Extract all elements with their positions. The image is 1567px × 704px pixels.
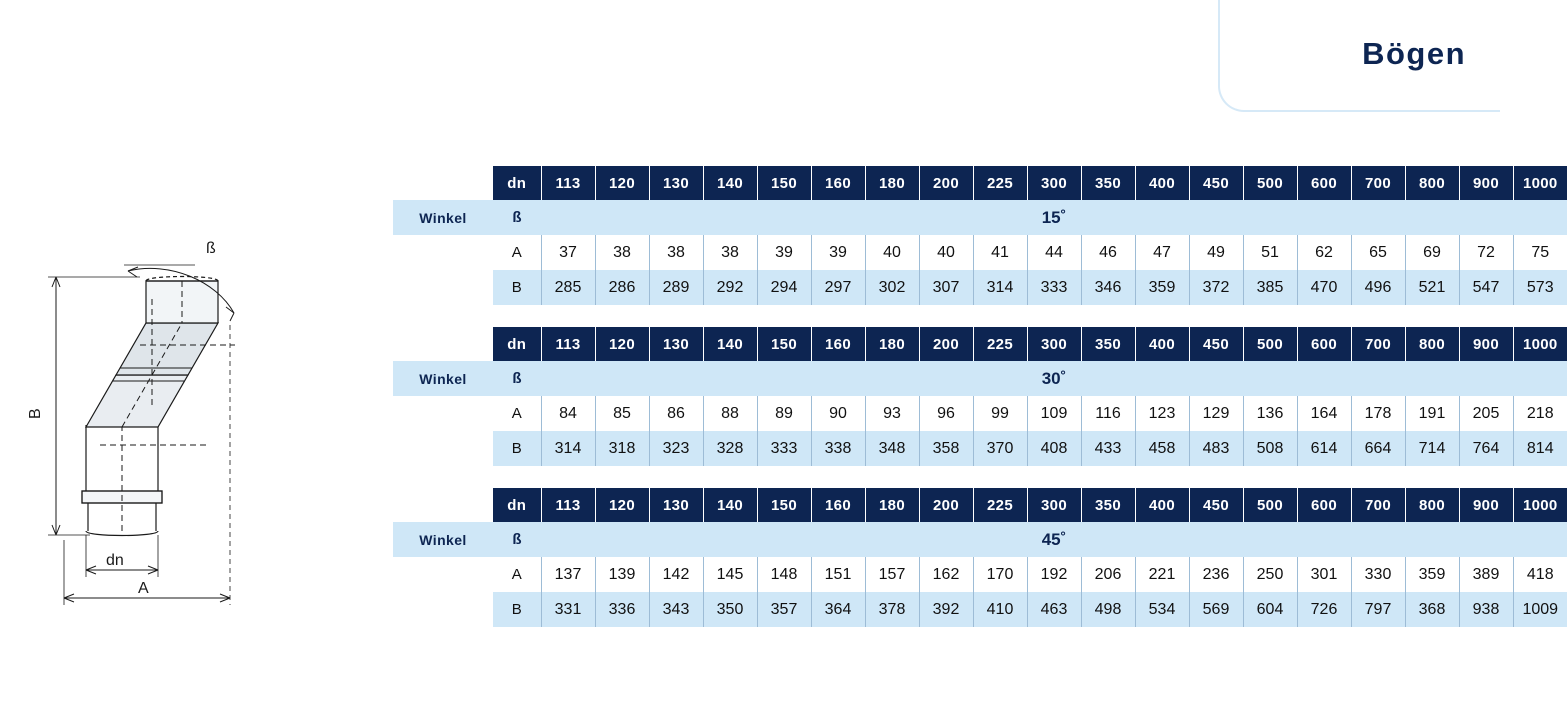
dn-header-350: 350 [1081, 166, 1135, 200]
cell-a-400: 123 [1135, 396, 1189, 431]
drawing-label-B: B [27, 408, 44, 419]
table-row-a [393, 557, 1567, 592]
cell-a-113: 84 [541, 396, 595, 431]
cell-a-350: 46 [1081, 235, 1135, 270]
cell-b-150: 333 [757, 431, 811, 466]
cell-a-180: 93 [865, 396, 919, 431]
table-row-a [393, 396, 1567, 431]
cell-b-350: 433 [1081, 431, 1135, 466]
cell-a-300: 109 [1027, 396, 1081, 431]
cell-b-180: 378 [865, 592, 919, 627]
dn-header-400: 400 [1135, 488, 1189, 522]
dn-header-600: 600 [1297, 327, 1351, 361]
dn-header-160: 160 [811, 166, 865, 200]
page-title: Bögen [1362, 36, 1466, 71]
dn-header-800: 800 [1405, 327, 1459, 361]
cell-b-900: 547 [1459, 270, 1513, 305]
cell-b-120: 318 [595, 431, 649, 466]
cell-a-140: 88 [703, 396, 757, 431]
table-header-row [393, 166, 1567, 200]
cell-a-900: 389 [1459, 557, 1513, 592]
cell-b-130: 323 [649, 431, 703, 466]
cell-b-130: 289 [649, 270, 703, 305]
dn-header-150: 150 [757, 327, 811, 361]
spacer-cell [393, 166, 493, 200]
cell-a-225: 99 [973, 396, 1027, 431]
cell-b-120: 336 [595, 592, 649, 627]
cell-a-450: 49 [1189, 235, 1243, 270]
cell-b-800: 714 [1405, 431, 1459, 466]
cell-a-900: 205 [1459, 396, 1513, 431]
cell-b-1000: 1009 [1513, 592, 1567, 627]
table-row-b [393, 431, 1567, 466]
cell-b-160: 338 [811, 431, 865, 466]
cell-a-180: 157 [865, 557, 919, 592]
cell-a-130: 38 [649, 235, 703, 270]
cell-a-1000: 75 [1513, 235, 1567, 270]
cell-a-400: 47 [1135, 235, 1189, 270]
row-key-beta: ß [493, 522, 541, 557]
cell-a-225: 170 [973, 557, 1027, 592]
row-key-a: A [493, 235, 541, 270]
dn-header-160: 160 [811, 327, 865, 361]
dn-header-400: 400 [1135, 166, 1189, 200]
dn-header-200: 200 [919, 488, 973, 522]
dn-header-120: 120 [595, 488, 649, 522]
cell-a-600: 164 [1297, 396, 1351, 431]
header-tab [1218, 0, 1500, 112]
cell-b-140: 350 [703, 592, 757, 627]
dn-header-700: 700 [1351, 327, 1405, 361]
winkel-label: Winkel [393, 522, 493, 557]
dn-header-225: 225 [973, 327, 1027, 361]
cell-b-140: 328 [703, 431, 757, 466]
winkel-label: Winkel [393, 361, 493, 396]
cell-a-113: 137 [541, 557, 595, 592]
cell-a-130: 142 [649, 557, 703, 592]
dn-header-1000: 1000 [1513, 488, 1567, 522]
cell-a-500: 136 [1243, 396, 1297, 431]
cell-b-200: 392 [919, 592, 973, 627]
row-key-dn: dn [493, 488, 541, 522]
dn-header-180: 180 [865, 488, 919, 522]
cell-a-150: 148 [757, 557, 811, 592]
cell-a-600: 301 [1297, 557, 1351, 592]
cell-a-700: 330 [1351, 557, 1405, 592]
cell-b-225: 410 [973, 592, 1027, 627]
dn-header-200: 200 [919, 166, 973, 200]
cell-a-700: 65 [1351, 235, 1405, 270]
spacer-cell [393, 488, 493, 522]
row-key-dn: dn [493, 327, 541, 361]
row-key-dn: dn [493, 166, 541, 200]
cell-b-500: 604 [1243, 592, 1297, 627]
dn-header-113: 113 [541, 327, 595, 361]
dn-header-160: 160 [811, 488, 865, 522]
cell-a-350: 206 [1081, 557, 1135, 592]
cell-a-120: 38 [595, 235, 649, 270]
cell-b-700: 496 [1351, 270, 1405, 305]
cell-b-500: 385 [1243, 270, 1297, 305]
cell-b-200: 358 [919, 431, 973, 466]
cell-b-450: 483 [1189, 431, 1243, 466]
elbow-technical-drawing [20, 195, 360, 615]
dn-header-140: 140 [703, 166, 757, 200]
cell-a-130: 86 [649, 396, 703, 431]
angle-value: 45˚ [541, 522, 1567, 557]
cell-a-1000: 418 [1513, 557, 1567, 592]
cell-b-800: 521 [1405, 270, 1459, 305]
row-key-b: B [493, 270, 541, 305]
cell-a-160: 39 [811, 235, 865, 270]
dn-header-113: 113 [541, 488, 595, 522]
cell-b-1000: 573 [1513, 270, 1567, 305]
cell-b-400: 458 [1135, 431, 1189, 466]
cell-b-180: 302 [865, 270, 919, 305]
dn-header-1000: 1000 [1513, 166, 1567, 200]
cell-a-200: 162 [919, 557, 973, 592]
row-key-a: A [493, 396, 541, 431]
dn-header-140: 140 [703, 488, 757, 522]
angle-value: 30˚ [541, 361, 1567, 396]
cell-b-450: 372 [1189, 270, 1243, 305]
cell-b-150: 357 [757, 592, 811, 627]
dn-header-500: 500 [1243, 166, 1297, 200]
cell-a-160: 151 [811, 557, 865, 592]
table-row-b [393, 592, 1567, 627]
dn-header-140: 140 [703, 327, 757, 361]
dn-header-400: 400 [1135, 327, 1189, 361]
cell-b-160: 364 [811, 592, 865, 627]
cell-a-700: 178 [1351, 396, 1405, 431]
cell-a-160: 90 [811, 396, 865, 431]
cell-b-140: 292 [703, 270, 757, 305]
table-angle-row [393, 361, 1567, 396]
cell-b-150: 294 [757, 270, 811, 305]
angle-value: 15˚ [541, 200, 1567, 235]
cell-b-225: 314 [973, 270, 1027, 305]
cell-a-1000: 218 [1513, 396, 1567, 431]
table-angle-row [393, 522, 1567, 557]
cell-a-120: 139 [595, 557, 649, 592]
cell-b-900: 764 [1459, 431, 1513, 466]
cell-b-450: 569 [1189, 592, 1243, 627]
cell-b-225: 370 [973, 431, 1027, 466]
dn-header-450: 450 [1189, 166, 1243, 200]
winkel-label: Winkel [393, 200, 493, 235]
dn-header-120: 120 [595, 327, 649, 361]
cell-a-300: 44 [1027, 235, 1081, 270]
dn-header-150: 150 [757, 488, 811, 522]
cell-b-113: 314 [541, 431, 595, 466]
dn-header-500: 500 [1243, 488, 1297, 522]
dn-header-600: 600 [1297, 488, 1351, 522]
dn-header-450: 450 [1189, 327, 1243, 361]
dn-header-225: 225 [973, 166, 1027, 200]
table-angle-15 [393, 166, 1567, 305]
cell-b-500: 508 [1243, 431, 1297, 466]
drawing-label-beta: ß [206, 240, 216, 257]
cell-b-700: 797 [1351, 592, 1405, 627]
spacer-cell [393, 557, 493, 592]
cell-a-140: 38 [703, 235, 757, 270]
cell-a-225: 41 [973, 235, 1027, 270]
cell-a-400: 221 [1135, 557, 1189, 592]
dn-header-900: 900 [1459, 488, 1513, 522]
dn-header-180: 180 [865, 166, 919, 200]
row-key-a: A [493, 557, 541, 592]
table-row-b [393, 270, 1567, 305]
dn-header-800: 800 [1405, 166, 1459, 200]
cell-b-300: 463 [1027, 592, 1081, 627]
cell-a-180: 40 [865, 235, 919, 270]
dn-header-130: 130 [649, 166, 703, 200]
row-key-b: B [493, 592, 541, 627]
cell-a-120: 85 [595, 396, 649, 431]
cell-a-500: 250 [1243, 557, 1297, 592]
cell-b-600: 726 [1297, 592, 1351, 627]
dn-header-900: 900 [1459, 166, 1513, 200]
dn-header-700: 700 [1351, 166, 1405, 200]
cell-a-150: 39 [757, 235, 811, 270]
drawing-label-dn: dn [106, 552, 124, 569]
cell-a-800: 69 [1405, 235, 1459, 270]
cell-b-700: 664 [1351, 431, 1405, 466]
dn-header-300: 300 [1027, 488, 1081, 522]
dn-header-350: 350 [1081, 327, 1135, 361]
cell-a-350: 116 [1081, 396, 1135, 431]
dn-header-130: 130 [649, 488, 703, 522]
dn-header-500: 500 [1243, 327, 1297, 361]
cell-a-200: 96 [919, 396, 973, 431]
cell-b-400: 359 [1135, 270, 1189, 305]
cell-b-600: 470 [1297, 270, 1351, 305]
table-header-row [393, 327, 1567, 361]
cell-a-450: 129 [1189, 396, 1243, 431]
spacer-cell [393, 396, 493, 431]
dn-header-180: 180 [865, 327, 919, 361]
cell-a-900: 72 [1459, 235, 1513, 270]
cell-b-180: 348 [865, 431, 919, 466]
cell-a-450: 236 [1189, 557, 1243, 592]
dn-header-1000: 1000 [1513, 327, 1567, 361]
spacer-cell [393, 235, 493, 270]
cell-a-150: 89 [757, 396, 811, 431]
cell-b-300: 333 [1027, 270, 1081, 305]
dn-header-300: 300 [1027, 327, 1081, 361]
cell-b-130: 343 [649, 592, 703, 627]
cell-b-400: 534 [1135, 592, 1189, 627]
table-angle-row [393, 200, 1567, 235]
table-angle-45 [393, 488, 1567, 627]
cell-a-800: 191 [1405, 396, 1459, 431]
dn-header-120: 120 [595, 166, 649, 200]
cell-b-200: 307 [919, 270, 973, 305]
cell-a-600: 62 [1297, 235, 1351, 270]
cell-a-500: 51 [1243, 235, 1297, 270]
drawing-label-A: A [138, 580, 149, 597]
spacer-cell [393, 327, 493, 361]
dn-header-900: 900 [1459, 327, 1513, 361]
table-angle-30 [393, 327, 1567, 466]
cell-b-1000: 814 [1513, 431, 1567, 466]
cell-b-600: 614 [1297, 431, 1351, 466]
cell-b-800: 368 [1405, 592, 1459, 627]
row-key-b: B [493, 431, 541, 466]
dn-header-600: 600 [1297, 166, 1351, 200]
row-key-beta: ß [493, 361, 541, 396]
cell-b-350: 346 [1081, 270, 1135, 305]
spacer-cell [393, 431, 493, 466]
dn-header-130: 130 [649, 327, 703, 361]
dn-header-350: 350 [1081, 488, 1135, 522]
cell-b-113: 285 [541, 270, 595, 305]
row-key-beta: ß [493, 200, 541, 235]
dimension-tables [393, 166, 1559, 649]
dn-header-450: 450 [1189, 488, 1243, 522]
table-header-row [393, 488, 1567, 522]
cell-b-300: 408 [1027, 431, 1081, 466]
spacer-cell [393, 592, 493, 627]
table-row-a [393, 235, 1567, 270]
dn-header-300: 300 [1027, 166, 1081, 200]
cell-b-120: 286 [595, 270, 649, 305]
dn-header-113: 113 [541, 166, 595, 200]
cell-b-350: 498 [1081, 592, 1135, 627]
dn-header-225: 225 [973, 488, 1027, 522]
cell-a-300: 192 [1027, 557, 1081, 592]
spacer-cell [393, 270, 493, 305]
cell-a-200: 40 [919, 235, 973, 270]
dn-header-200: 200 [919, 327, 973, 361]
dn-header-800: 800 [1405, 488, 1459, 522]
cell-a-140: 145 [703, 557, 757, 592]
dn-header-700: 700 [1351, 488, 1405, 522]
cell-b-900: 938 [1459, 592, 1513, 627]
cell-a-113: 37 [541, 235, 595, 270]
cell-b-113: 331 [541, 592, 595, 627]
cell-b-160: 297 [811, 270, 865, 305]
cell-a-800: 359 [1405, 557, 1459, 592]
dn-header-150: 150 [757, 166, 811, 200]
